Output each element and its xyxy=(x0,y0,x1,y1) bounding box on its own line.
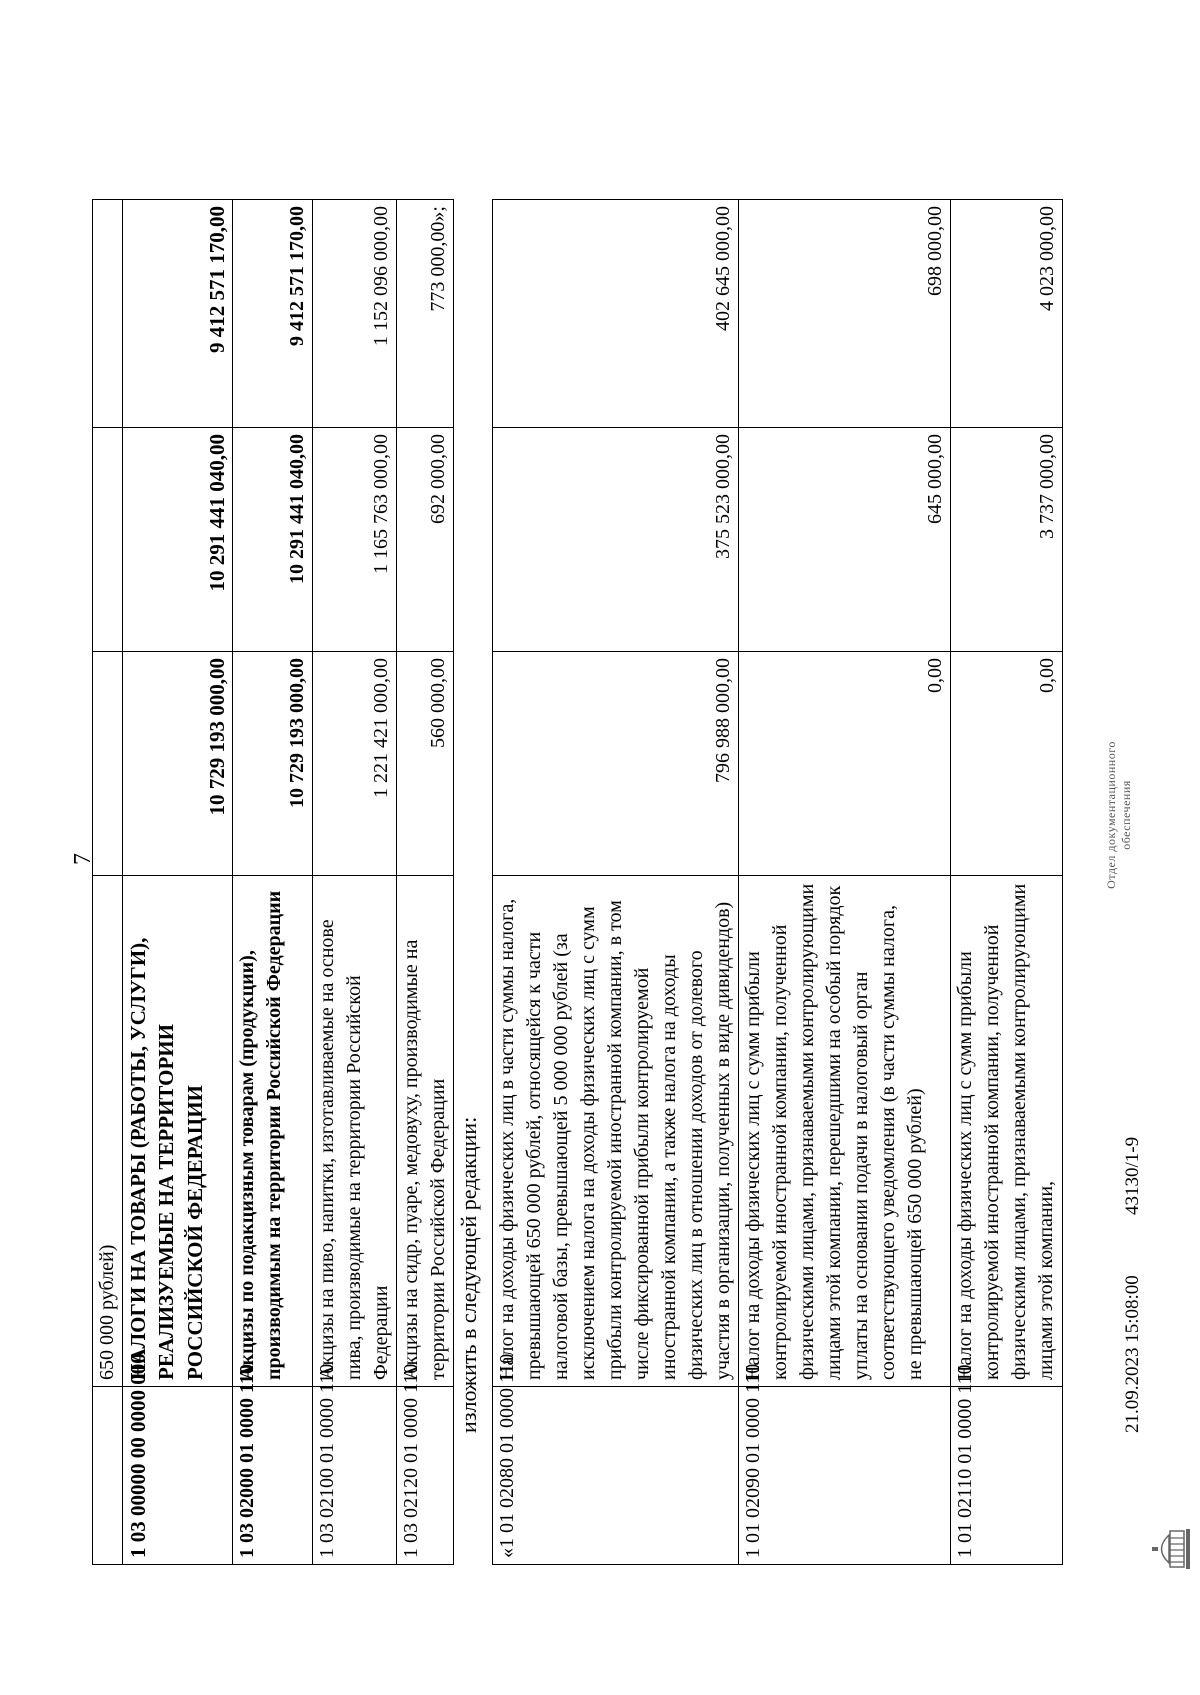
table-row xyxy=(493,200,739,1565)
value-cell: 0,00 xyxy=(951,652,1063,876)
value-cell: 10 729 193 000,00 xyxy=(123,652,233,876)
kbk-code: 1 03 02000 01 0000 110 xyxy=(233,1387,313,1565)
value-cell: 375 523 000,00 xyxy=(493,428,739,652)
row-name: Налог на доходы физических лиц с сумм прибыли контролируемой иностранной компании, полученной физическими лицами, признаваемыми контролирующими лицами этой компании, перешедшими на особый порядок уплаты на основании подачи в налоговый орган соответствующего уведомления (в части суммы налога, не превышающей 650 000 рублей) xyxy=(739,876,951,1387)
value-cell: 1 221 421 000,00 xyxy=(313,652,397,876)
value-cell: 9 412 571 170,00 xyxy=(123,200,233,428)
row-name: Акцизы на пиво, напитки, изготавливаемые на основе пива, производимые на территории Российской Федерации xyxy=(313,876,397,1387)
row-name: Налог на доходы физических лиц с сумм прибыли контролируемой иностранной компании, полученной физическими лицами, признаваемыми контролирующими лицами этой компании, xyxy=(951,876,1063,1387)
table-row xyxy=(739,200,951,1565)
kbk-code: 1 01 02110 01 0000 110 xyxy=(951,1387,1063,1565)
table-row xyxy=(951,200,1063,1565)
value-cell: 1 152 096 000,00 xyxy=(313,200,397,428)
page-number: 7 xyxy=(70,853,96,865)
value-cell: 10 291 441 040,00 xyxy=(233,428,313,652)
kbk-code: 1 03 02120 01 0000 110 xyxy=(397,1387,454,1565)
value-cell: 692 000,00 xyxy=(397,428,454,652)
table-row xyxy=(397,200,454,1565)
value-cell: 1 165 763 000,00 xyxy=(313,428,397,652)
value-cell: 796 988 000,00 xyxy=(493,652,739,876)
row-name: 650 000 рублей) xyxy=(93,876,123,1387)
value-cell: 0,00 xyxy=(739,652,951,876)
revenue-table-bottom xyxy=(492,199,1063,1565)
revenue-table-top xyxy=(92,199,454,1565)
row-name: Налог на доходы физических лиц в части суммы налога, превышающей 650 000 рублей, относящейся к части налоговой базы, превышающей 5 000 000 рублей (за исключением налога на доходы физических лиц с сумм прибыли контролируемой иностранной компании, в том числе фиксированной прибыли контролируемой иностранной компании, а также налога на доходы физических лиц в отношении доходов от долевого участия в организации, полученных в виде дивидендов) xyxy=(493,876,739,1387)
value-cell xyxy=(93,652,123,876)
duma-logo-icon xyxy=(1150,1527,1194,1571)
kbk-code: 1 03 02100 01 0000 110 xyxy=(313,1387,397,1565)
amendment-instruction: изложить в следующей редакции: xyxy=(456,1116,481,1433)
footer-timestamp: 21.09.2023 15:08:00 xyxy=(1122,1275,1143,1433)
row-name: Акцизы на сидр, пуаре, медовуху, производимые на территории Российской Федерации xyxy=(397,876,454,1387)
kbk-code: «1 01 02080 01 0000 110 xyxy=(493,1387,739,1565)
footer-document-code: 43130/1-9 xyxy=(1122,1136,1143,1215)
value-cell: 10 729 193 000,00 xyxy=(233,652,313,876)
value-cell: 10 291 441 040,00 xyxy=(123,428,233,652)
value-cell: 4 023 000,00 xyxy=(951,200,1063,428)
value-cell: 402 645 000,00 xyxy=(493,200,739,428)
value-cell xyxy=(93,428,123,652)
kbk-code xyxy=(93,1387,123,1565)
table-row xyxy=(93,200,123,1565)
table-row xyxy=(313,200,397,1565)
value-cell xyxy=(93,200,123,428)
value-cell: 560 000,00 xyxy=(397,652,454,876)
value-cell: 773 000,00»; xyxy=(397,200,454,428)
value-cell: 3 737 000,00 xyxy=(951,428,1063,652)
row-name: НАЛОГИ НА ТОВАРЫ (РАБОТЫ, УСЛУГИ), РЕАЛИЗУЕМЫЕ НА ТЕРРИТОРИИ РОССИЙСКОЙ ФЕДЕРАЦИИ xyxy=(123,876,233,1387)
value-cell: 645 000,00 xyxy=(739,428,951,652)
kbk-code: 1 03 00000 00 0000 000 xyxy=(123,1387,233,1565)
department-stamp: Отдел документационного обеспечения xyxy=(1104,741,1133,889)
table-row xyxy=(123,200,233,1565)
kbk-code: 1 01 02090 01 0000 110 xyxy=(739,1387,951,1565)
table-row xyxy=(233,200,313,1565)
value-cell: 698 000,00 xyxy=(739,200,951,428)
value-cell: 9 412 571 170,00 xyxy=(233,200,313,428)
row-name: Акцизы по подакцизным товарам (продукции), производимым на территории Российской Федерации xyxy=(233,876,313,1387)
